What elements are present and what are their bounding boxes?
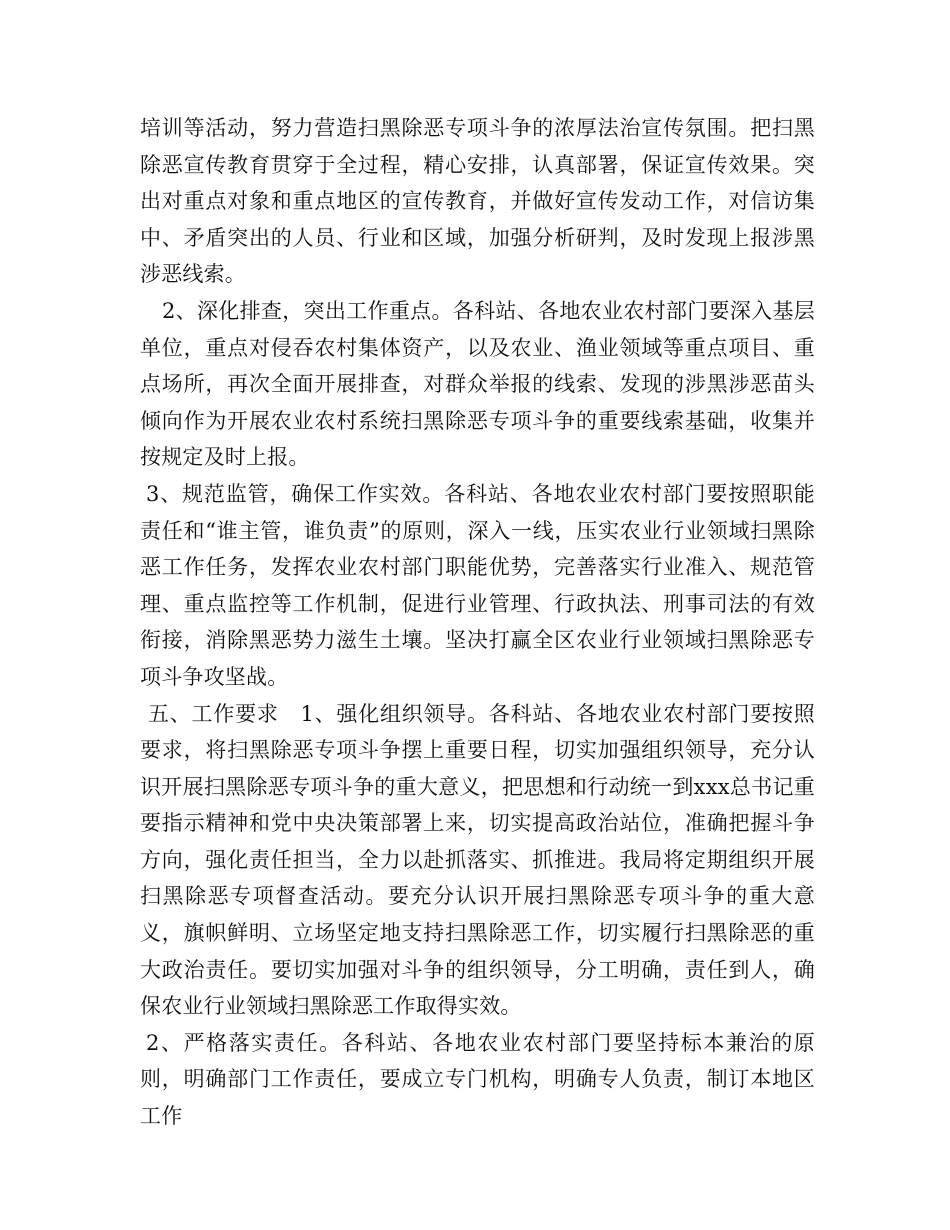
paragraph-investigation: 2、深化排查，突出工作重点。各科站、各地农业农村部门要深入基层单位，重点对侵吞农村集体资产，以及农业、渔业领域等重点项目、重点场所，再次全面开展排查，对群众举报的线索、发现的涉黑涉恶苗头倾向作为开展农业农村系统扫黑除恶专项斗争的重要线索基础，收集并按规定及时上报。: [140, 298, 815, 470]
paragraph-requirements: 五、工作要求 1、强化组织领导。各科站、各地农业农村部门要按照要求，将扫黑除恶专项斗争摆上重要日程，切实加强组织领导，充分认识开展扫黑除恶专项斗争的重大意义，把思想和行动统一到xxx总书记重要指示精神和党中央决策部署上来，切实提高政治站位，准确把握斗争方向，强化责任担当，全力以赴抓落实、抓推进。我局将定期组织开展扫黑除恶专项督查活动。要充分认识开展扫黑除恶专项斗争的重大意义，旗帜鲜明、立场坚定地支持扫黑除恶工作，切实履行扫黑除恶的重大政治责任。要切实加强对斗争的组织领导，分工明确，责任到人，确保农业行业领域扫黑除恶工作取得实效。: [140, 701, 815, 1019]
paragraph-responsibility: 2、严格落实责任。各科站、各地农业农村部门要坚持标本兼治的原则，明确部门工作责任，要成立专门机构，明确专人负责，制订本地区工作: [140, 1030, 815, 1129]
document-body: [140, 110, 815, 1135]
paragraph-supervision: 3、规范监管，确保工作实效。各科站、各地农业农村部门要按照职能责任和“谁主管，谁负责”的原则，深入一线，压实农业行业领域扫黑除恶工作任务，发挥农业农村部门职能优势，完善落实行业准入、规范管理、重点监控等工作机制，促进行业管理、行政执法、刑事司法的有效衔接，消除黑恶势力滋生土壤。坚决打赢全区农业行业领域扫黑除恶专项斗争攻坚战。: [140, 481, 815, 689]
paragraph-propaganda: 培训等活动，努力营造扫黑除恶专项斗争的浓厚法治宣传氛围。把扫黑除恶宣传教育贯穿于全过程，精心安排，认真部署，保证宣传效果。突出对重点对象和重点地区的宣传教育，并做好宣传发动工作，对信访集中、矛盾突出的人员、行业和区域，加强分析研判，及时发现上报涉黑涉恶线索。: [140, 116, 815, 287]
